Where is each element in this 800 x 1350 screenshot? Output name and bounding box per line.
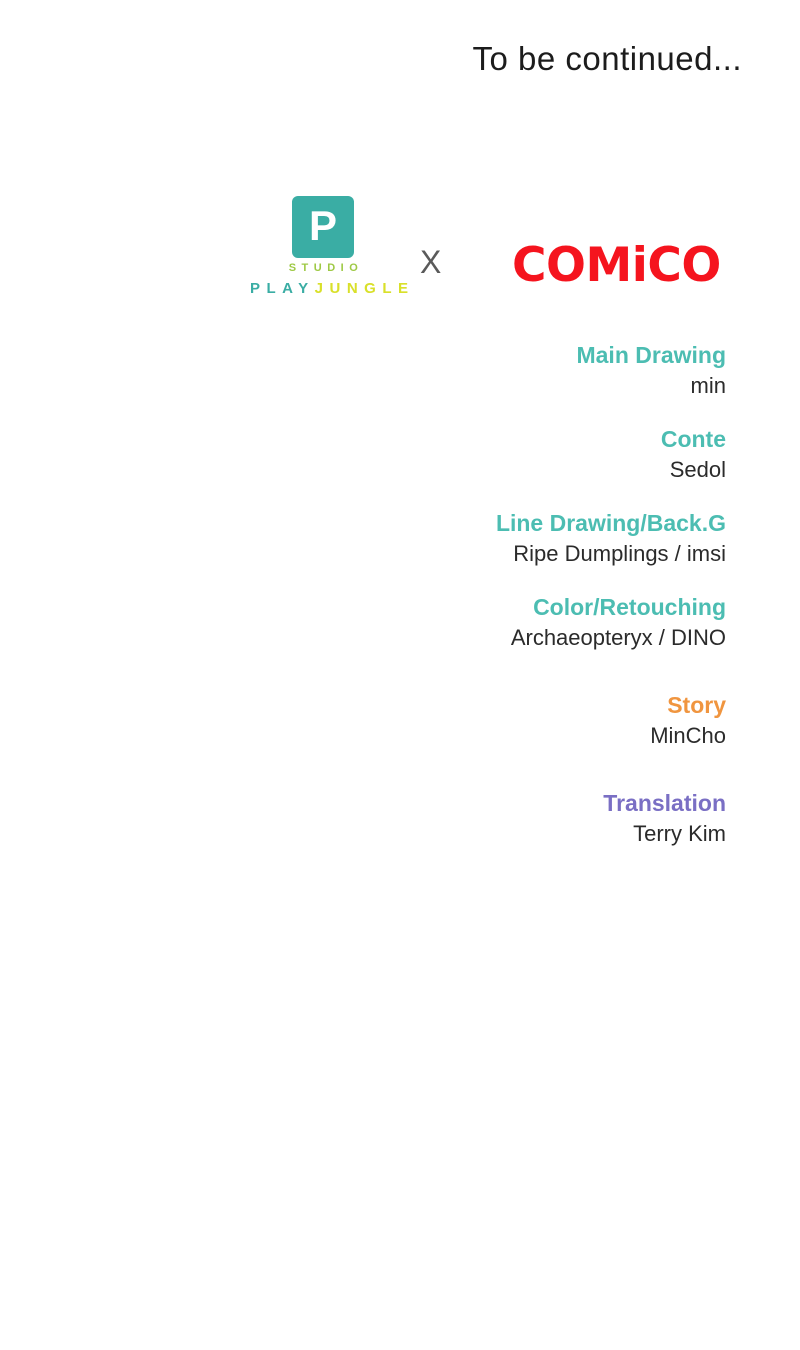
credits-spacer: [0, 676, 726, 690]
studio-jungle-word: JUNGLE: [314, 280, 415, 297]
logo-row: [0, 196, 800, 326]
credit-name: Sedol: [669, 457, 726, 482]
credit-entry: [0, 592, 726, 654]
comico-logo-text: COMiCO: [512, 238, 721, 293]
credit-name: Terry Kim: [633, 821, 726, 846]
credit-role: Color/Retouching: [533, 594, 726, 620]
logo-separator-x: X: [420, 244, 442, 280]
credit-entry: [0, 690, 726, 752]
credit-name: Ripe Dumplings / imsi: [513, 541, 726, 566]
credit-entry: [0, 508, 726, 570]
credit-role: Line Drawing/Back.G: [495, 510, 726, 536]
credit-entry: [0, 424, 726, 486]
credit-name: MinCho: [650, 723, 726, 748]
credits-spacer: [0, 774, 726, 788]
credit-entry: [0, 788, 726, 850]
studio-playjungle-word: [250, 280, 415, 297]
credit-role: Translation: [603, 790, 726, 816]
credit-name: min: [690, 373, 726, 398]
studio-p-letter: P: [308, 202, 337, 249]
credits-list: [0, 340, 800, 872]
studio-word: STUDIO: [288, 262, 364, 274]
comico-logo: [512, 238, 742, 294]
to-be-continued-text: To be continued...: [472, 40, 742, 77]
studio-playjungle-logo: [250, 196, 415, 318]
credit-role: Main Drawing: [576, 342, 726, 368]
credit-role: Conte: [660, 426, 726, 452]
credit-name: Archaeopteryx / DINO: [510, 625, 726, 650]
credit-entry: [0, 340, 726, 402]
credit-role: Story: [667, 692, 726, 718]
studio-play-word: PLAY: [250, 280, 315, 297]
studio-p-mark-icon: [292, 196, 354, 258]
